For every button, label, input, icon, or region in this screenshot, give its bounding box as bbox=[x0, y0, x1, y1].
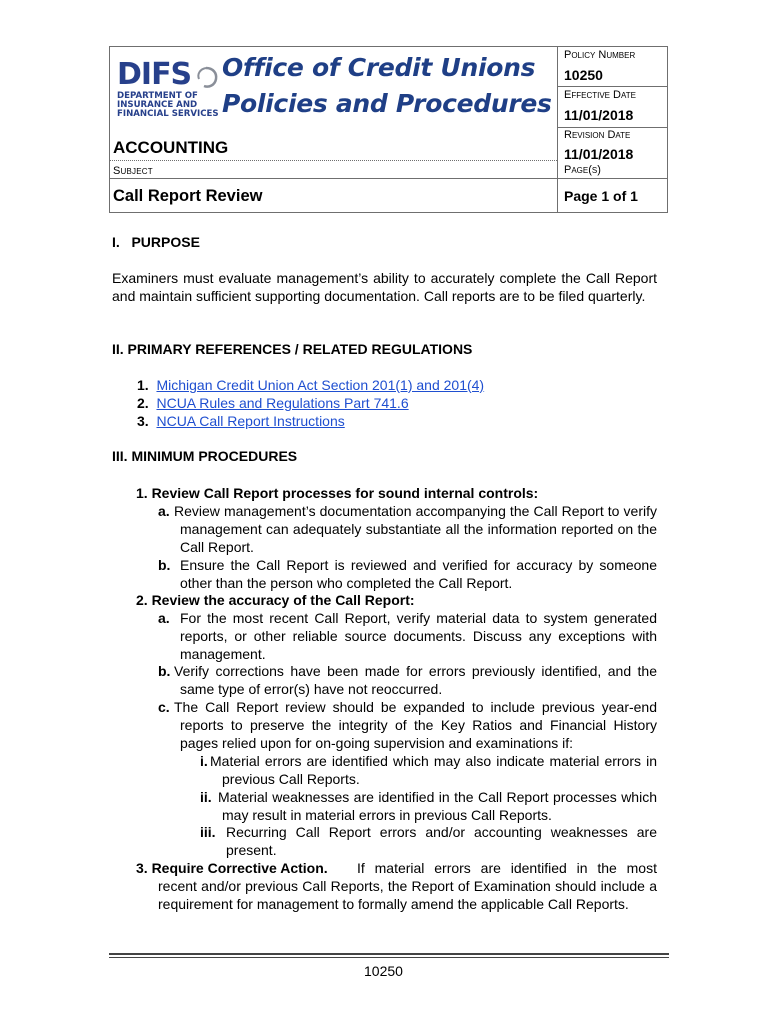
item-label: ii. bbox=[200, 789, 212, 805]
procedure-3-text: If material errors are identified in the most recent and/or previous Call Reports, the Report of Examination should include a requirement for management to formally amend the applicable Call Reports. bbox=[158, 860, 657, 912]
rule bbox=[558, 86, 668, 87]
procedure-2b-text: Verify corrections have been made for errors previously identified, and the same type of error(s) have not reoccurred. bbox=[174, 663, 657, 697]
procedure-1-title: 1. Review Call Report processes for sound internal controls: bbox=[136, 485, 539, 501]
procedure-2ciii-text: Recurring Call Report errors and/or accounting weaknesses are present. bbox=[226, 824, 657, 858]
logo-line-2: INSURANCE AND bbox=[117, 100, 198, 110]
item-label: a. bbox=[158, 503, 170, 519]
footer-page-id: 10250 bbox=[364, 963, 403, 979]
item-label: c. bbox=[158, 699, 170, 715]
header-divider bbox=[557, 47, 558, 212]
reference-link-ncua-rules[interactable]: NCUA Rules and Regulations Part 741.6 bbox=[156, 395, 409, 411]
revision-date-label: Revision Date bbox=[564, 129, 631, 141]
procedures-heading: III. MINIMUM PROCEDURES bbox=[112, 448, 298, 464]
difs-logo bbox=[117, 57, 219, 119]
policy-number-label: Policy Number bbox=[564, 49, 636, 61]
rule bbox=[110, 178, 668, 179]
procedure-2cii-text: Material weaknesses are identified in the Call Report processes which may result in material errors in previous Call Reports. bbox=[218, 789, 657, 823]
logo-swirl-icon bbox=[193, 65, 219, 91]
rule bbox=[558, 127, 668, 128]
references-list bbox=[137, 376, 484, 430]
pages-value: Page 1 of 1 bbox=[564, 188, 638, 204]
item-label: i. bbox=[200, 753, 208, 769]
footer-rule bbox=[109, 953, 669, 955]
subject-label: Subject bbox=[113, 165, 153, 177]
references-heading: II. PRIMARY REFERENCES / RELATED REGULATIONS bbox=[112, 341, 473, 357]
item-label: a. bbox=[158, 610, 170, 626]
item-label: b. bbox=[158, 557, 171, 573]
purpose-heading: I. PURPOSE bbox=[112, 234, 200, 250]
purpose-text: Examiners must evaluate management’s ability to accurately complete the Call Report and maintain sufficient supporting documentation. Call reports are to be filed quarterly. bbox=[112, 270, 657, 304]
procedure-2c-text: The Call Report review should be expanded to include previous year-end reports to preserve the integrity of the Key Ratios and Financial History pages relied upon for on-going supervision and examinations if: bbox=[174, 699, 657, 751]
reference-number: 1. bbox=[137, 377, 149, 393]
policy-number-value: 10250 bbox=[564, 67, 603, 83]
revision-date-value: 11/01/2018 bbox=[564, 146, 634, 162]
subject-value: Call Report Review bbox=[113, 187, 263, 205]
reference-item bbox=[137, 394, 484, 412]
rule bbox=[110, 160, 557, 161]
category-accounting: ACCOUNTING bbox=[113, 138, 229, 157]
logo-acronym: DIFS bbox=[117, 57, 192, 92]
reference-link-mcua[interactable]: Michigan Credit Union Act Section 201(1) and 201(4) bbox=[156, 377, 485, 393]
procedure-2-title: 2. Review the accuracy of the Call Report: bbox=[136, 592, 415, 608]
logo-line-1: DEPARTMENT OF bbox=[117, 91, 198, 101]
item-label: iii. bbox=[200, 824, 216, 840]
procedure-2a-text: For the most recent Call Report, verify material data to system generated reports, or other reliable source documents. Discuss any exceptions with management. bbox=[180, 610, 657, 662]
title-line-1: Office of Credit Unions bbox=[222, 53, 536, 82]
reference-number: 3. bbox=[137, 413, 149, 429]
title-line-2: Policies and Procedures bbox=[222, 89, 552, 118]
procedure-1b-text: Ensure the Call Report is reviewed and verified for accuracy by someone other than the person who completed the Call Report. bbox=[180, 557, 657, 591]
pages-label: Page(s) bbox=[564, 164, 601, 176]
footer-rule bbox=[109, 957, 669, 958]
procedure-2ci-text: Material errors are identified which may also indicate material errors in previous Call Reports. bbox=[210, 753, 657, 787]
reference-number: 2. bbox=[137, 395, 149, 411]
procedure-1a-text: Review management’s documentation accompanying the Call Report to verify management can adequately substantiate all the information reported on the Call Report. bbox=[174, 503, 657, 555]
item-label: b. bbox=[158, 663, 171, 679]
logo-line-3: FINANCIAL SERVICES bbox=[117, 109, 219, 119]
effective-date-label: Effective Date bbox=[564, 89, 636, 101]
policy-header-table bbox=[109, 46, 668, 213]
reference-link-ncua-instructions[interactable]: NCUA Call Report Instructions bbox=[156, 413, 345, 429]
reference-item bbox=[137, 412, 484, 430]
effective-date-value: 11/01/2018 bbox=[564, 107, 634, 123]
procedure-3-title: 3. Require Corrective Action. bbox=[136, 860, 328, 876]
reference-item bbox=[137, 376, 484, 394]
